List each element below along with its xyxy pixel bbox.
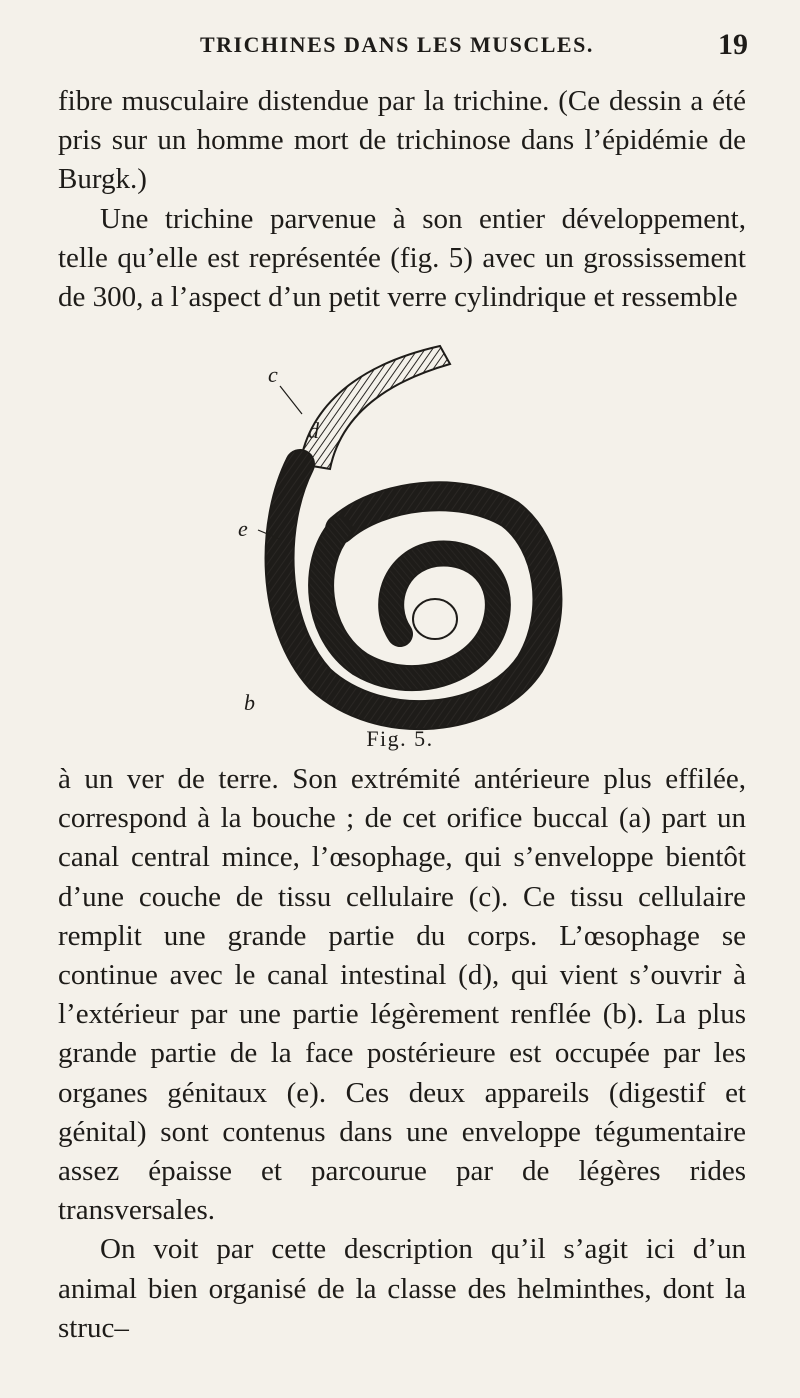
figure-label-b: b [244, 690, 255, 715]
figure-caption: Fig. 5. [366, 726, 434, 751]
running-title: TRICHINES DANS LES MUSCLES. [200, 32, 594, 57]
bottom-text-block [58, 760, 746, 1348]
coil-center [413, 599, 457, 639]
running-head [0, 28, 800, 68]
top-text-block [58, 82, 746, 317]
figure-label-d: d [308, 418, 319, 443]
page-number: 19 [718, 28, 748, 61]
paragraph-continued: fibre musculaire distendue par la trichine. (Ce dessin a été pris sur un homme mort de trichinose dans l’épidémie de Burgk.) [58, 85, 746, 196]
paragraph-helminthes: On voit par cette description qu’il s’agit ici d’un animal bien organisé de la classe des helminthes, dont la struc– [58, 1233, 746, 1344]
paragraph-anatomy: à un ver de terre. Son extrémité antérieure plus effilée, correspond à la bouche ; de cet orifice buccal (a) part un canal central mince, l’œsophage, qui s’enveloppe bientôt d’une couche de tissu cellulaire (c). Ce tissu cellulaire remplit une grande partie du corps. L’œsophage se continue avec le canal intestinal (d), qui vient s’ouvrir à l’extérieur par une partie légèrement renflée (b). La plus grande partie de la face postérieure est occupée par les organes génitaux (e). Ces deux appareils (digestif et génital) sont contenus dans une enveloppe tégumentaire assez épaisse et parcourue par de légères rides transversales. [58, 763, 746, 1227]
figure-label-e: e [238, 516, 248, 541]
paragraph-trichine-description: Une trichine parvenue à son entier développement, telle qu’elle est représentée (fig. 5) avec un grossissement de 300, a l’aspect d’un petit verre cylindrique et ressemble [58, 202, 746, 314]
coiled-worm-illustration [230, 334, 630, 734]
worm-tail [300, 346, 450, 469]
trichina-figure [230, 334, 630, 734]
figure-label-c: c [268, 362, 278, 387]
